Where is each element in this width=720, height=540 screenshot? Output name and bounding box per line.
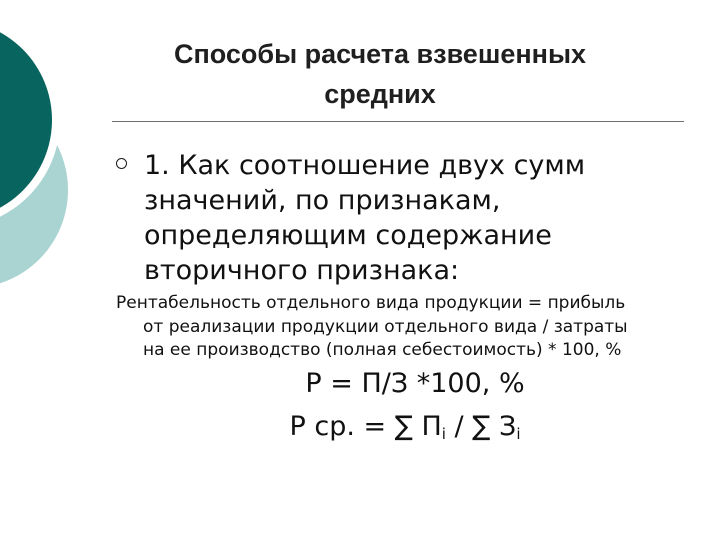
bullet-line: вторичного признака: xyxy=(144,255,460,286)
decorative-circles xyxy=(0,0,120,300)
slide-title xyxy=(120,34,640,114)
formula-profitability: Р = П/З *100, % xyxy=(305,368,525,399)
bullet-circle-icon xyxy=(116,158,127,169)
definition-paragraph xyxy=(116,292,706,363)
bullet-line: 1. Как соотношение двух сумм xyxy=(144,150,586,181)
formula-part: Р ср. = ∑ П xyxy=(289,411,442,442)
bullet-item xyxy=(144,148,704,288)
formula-subscript: i xyxy=(516,425,521,443)
formula-part: / ∑ З xyxy=(445,411,517,442)
title-divider xyxy=(112,121,684,122)
paragraph-line: на ее производство (полная себестоимость) * 100, % xyxy=(143,340,622,360)
bullet-line: значений, по признакам, xyxy=(144,185,501,216)
paragraph-line: Рентабельность отдельного вида продукции = прибыль xyxy=(116,293,626,313)
formula-average-profitability xyxy=(190,411,620,443)
paragraph-line: от реализации продукции отдельного вида / затраты xyxy=(143,316,628,337)
formula-subscript: i xyxy=(441,425,446,443)
title-line-2: средних xyxy=(324,79,436,109)
bullet-line: определяющим содержание xyxy=(144,220,552,251)
title-line-1: Способы расчета взвешенных xyxy=(173,39,587,69)
